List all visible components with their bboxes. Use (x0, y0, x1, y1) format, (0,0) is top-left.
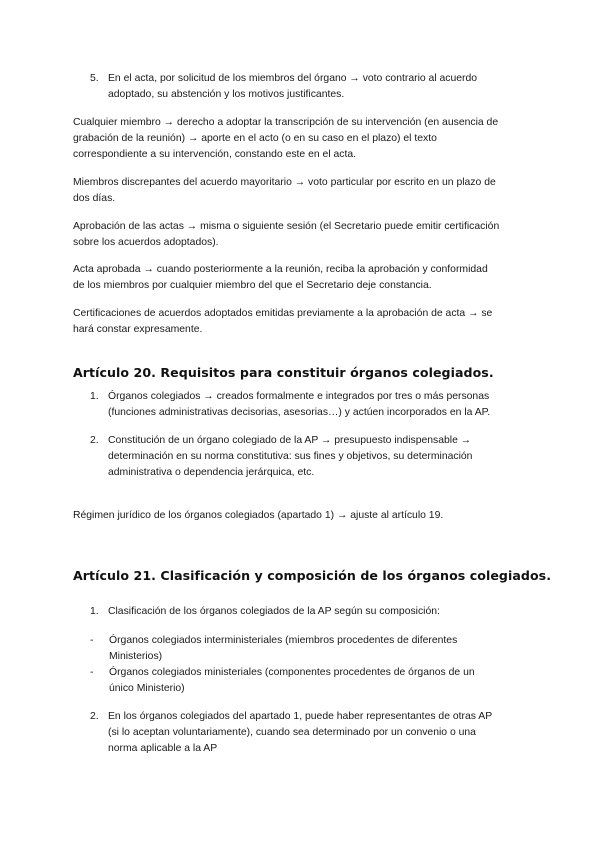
document-page: 5. En el acta, por solicitud de los miembros del órgano → voto contrario al acuerdo adoptado, su abstención y los motivos justificantes. Cualquier miembro → derecho a adoptar la transcripción de su intervención (en ausencia de grabación de la reunión) → aporte en el acto (o en su caso en el plazo) el texto correspondiente a su intervención, constando este en el acta. Miembros discrepantes del acuerdo mayoritario → voto particular por escrito en un plazo de dos días. Aprobación de las actas → misma o siguiente sesión (el Secretario puede emitir certificación sobre los acuerdos adoptados). Acta aprobada → cuando posteriormente a la reunión, reciba la aprobación y conformidad de los miembros por cualquier miembro del que el Secretario deje constancia. Certificaciones de acuerdos adoptados emitidas previamente a la aprobación de acta → se hará constar expresamente. Artículo 20. Requisitos para constituir órganos colegiados. 1. Órganos colegiados → creados formalmente e integrados por tres o más personas (funciones administrativas decisorias, asesorias…) y actúen incorporados en la AP. 2. Constitución de un órgano colegiado de la AP → presupuesto indispensable → determinación en su norma constitutiva: sus fines y objetivos, su determinación administrativa o dependencia jerárquica, etc. Régimen jurídico de los órganos colegiados (apartado 1) → ajuste al artículo 19. Artículo 21. Clasificación y composición de los órganos colegiados. 1. Clasificación de los órganos colegiados de la AP según su composición: - Órganos colegiados interministeriales (miembros procedentes de diferentes Ministerios) - Órganos colegiados ministeriales (componentes procedentes de órganos de un único Ministerio) 2. En los órganos colegiados del apartado 1, puede haber representantes de otras AP (si lo aceptan voluntariamente), cuando sea determinado por un convenio o una norma aplicable a la AP (73, 73, 552, 754)
paragraph-acta-aprobada: Acta aprobada → cuando posteriormente a la reunión, reciba la aprobación y conformidad de los miembros por cualquier miembro del que el Secretario deje constancia. (73, 264, 488, 291)
paragraph-discrepantes: Miembros discrepantes del acuerdo mayoritario → voto particular por escrito en un plazo de dos días. (73, 177, 496, 204)
list-item-number: 5. (90, 73, 99, 84)
paragraph-aprobacion: Aprobación de las actas → misma o siguiente sesión (el Secretario puede emitir certificación sobre los acuerdos adoptados). (73, 221, 500, 248)
paragraph-regimen: Régimen jurídico de los órganos colegiados (apartado 1) → ajuste al artículo 19. (73, 510, 444, 521)
paragraph-miembro: Cualquier miembro → derecho a adoptar la transcripción de su intervención (en ausencia de grabación de la reunión) → aporte en el acto (o en su caso en el plazo) el texto correspondiente a su intervención, constando este en el acta. (73, 117, 499, 160)
list-item-text: En el acta, por solicitud de los miembros del órgano → voto contrario al acuerdo adoptado, su abstención y los motivos justificantes. (108, 73, 478, 100)
paragraph-certificaciones: Certificaciones de acuerdos adoptados emitidas previamente a la aprobación de acta → se hará constar expresamente. (73, 308, 493, 335)
heading-articulo-20: Artículo 20. Requisitos para constituir órganos colegiados. (73, 365, 494, 380)
heading-articulo-21: Artículo 21. Clasificación y composición de los órganos colegiados. (73, 568, 552, 583)
